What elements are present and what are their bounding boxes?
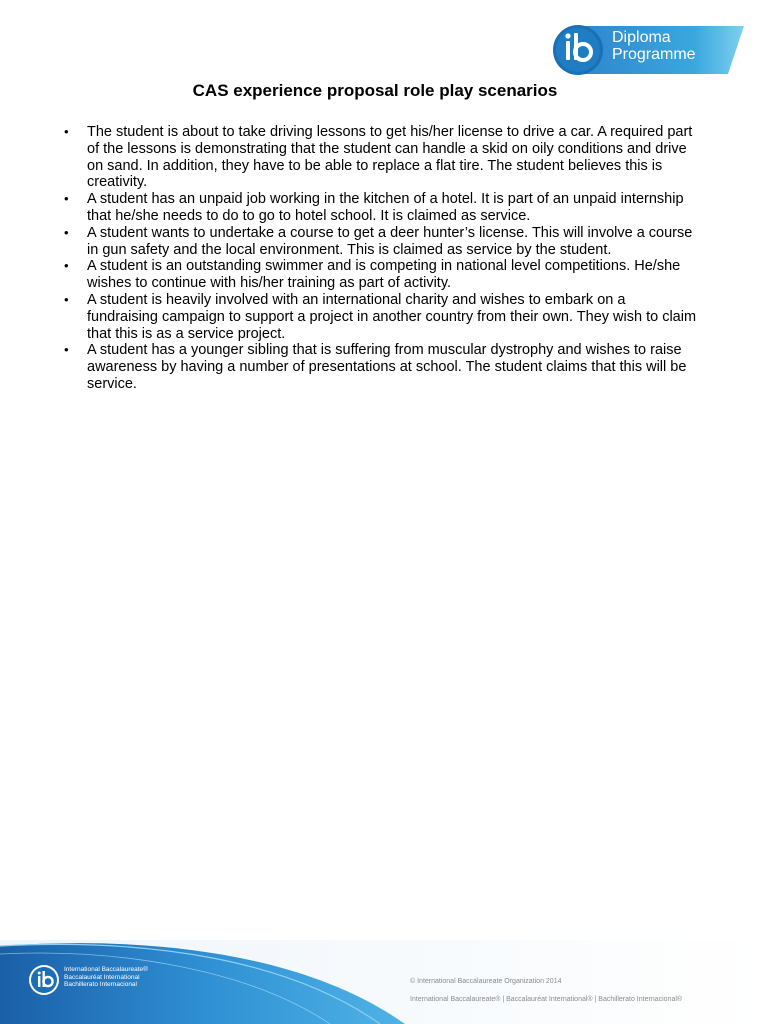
bullet-icon: • xyxy=(64,124,69,139)
bullet-icon: • xyxy=(64,258,69,274)
scenario-text: A student is an outstanding swimmer and is competing in national level competitions. He/she wishes to continue with his/her training as part of activity. xyxy=(87,258,681,292)
scenario-text: A student is heavily involved with an international charity and wishes to embark on a fundraising campaign to support a project in another country from their own. They wish to claim that this is as a service project. xyxy=(87,291,697,342)
footer-ib-wordmark xyxy=(64,966,148,989)
bullet-icon: • xyxy=(64,342,69,358)
logo-line-programme: Programme xyxy=(612,46,696,63)
footer-logo-line-es: Bachillerato Internacional xyxy=(64,981,137,988)
bullet-icon: • xyxy=(64,291,69,307)
scenario-list xyxy=(60,124,700,393)
scenario-item xyxy=(60,225,700,259)
document-title: CAS experience proposal role play scenarios xyxy=(192,81,558,100)
footer-logo-line-en: International Baccalaureate® xyxy=(64,966,148,973)
ib-diploma-programme-logo xyxy=(552,24,744,76)
bullet-icon: • xyxy=(64,224,69,240)
scenario-item xyxy=(60,124,700,191)
footer-trademark-names: International Baccalaureate® | Baccalauréat International® | Bachillerato Internacional® xyxy=(410,996,683,1003)
scenario-text: A student has an unpaid job working in the kitchen of a hotel. It is part of an unpaid internship that he/she needs to do to go to hotel school. It is claimed as service. xyxy=(87,191,684,224)
scenario-text: A student wants to undertake a course to get a deer hunter’s license. This will involve a course in gun safety and the local environment. This is claimed as service by the student. xyxy=(87,224,693,258)
bullet-icon: • xyxy=(64,191,69,207)
footer-copyright: © International Baccalaureate Organization 2014 xyxy=(410,978,562,985)
logo-wordmark xyxy=(612,29,696,63)
scenario-text: The student is about to take driving lessons to get his/her license to drive a car. A required part of the lessons is demonstrating that the student can handle a skid on oily conditions and drive on sand. In addition, they have to be able to replace a flat tire. The student believes this is creativity. xyxy=(87,124,693,191)
scenario-item xyxy=(60,292,700,342)
scenario-item xyxy=(60,342,700,392)
scenario-item xyxy=(60,258,700,292)
scenario-item xyxy=(60,191,700,225)
logo-line-diploma: Diploma xyxy=(612,29,671,46)
footer-logo-line-fr: Baccalauréat International xyxy=(64,973,140,981)
scenario-text: A student has a younger sibling that is suffering from muscular dystrophy and wishes to raise awareness by having a number of presentations at school. The student claims that this will be service. xyxy=(87,342,687,392)
